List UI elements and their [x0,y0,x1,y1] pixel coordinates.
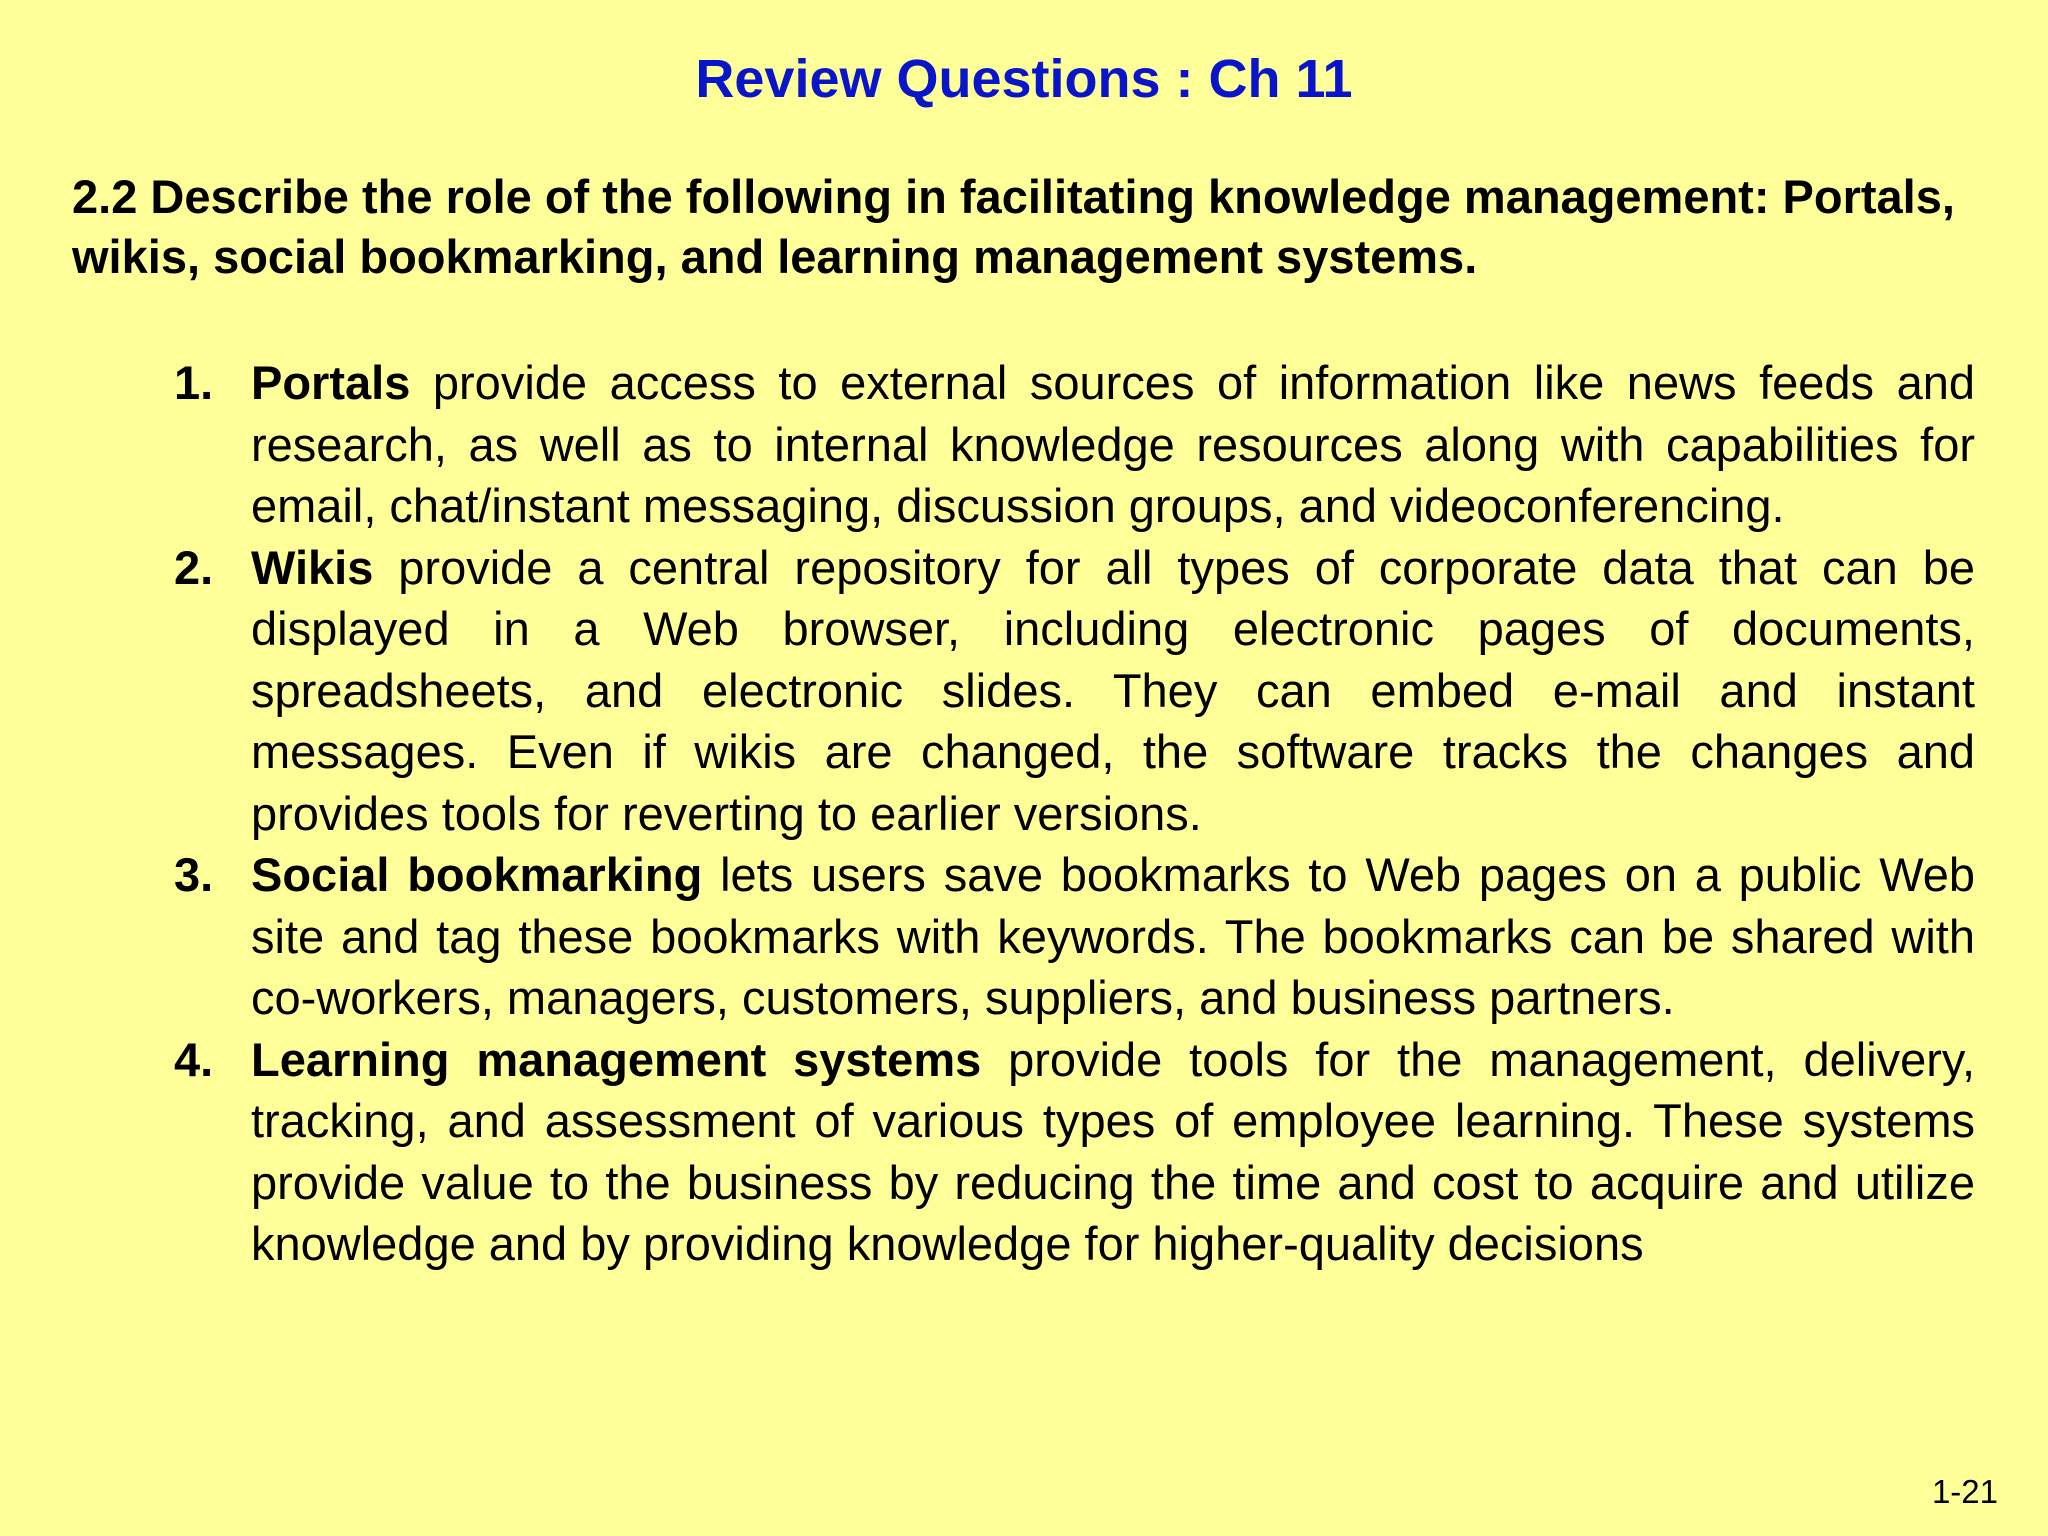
answer-item-portals [0,352,1975,537]
answer-term: Wikis [251,540,374,594]
answer-term: Portals [251,356,411,409]
answer-number: 4. [174,1032,214,1086]
answer-item-social-bookmarking [0,844,1975,1029]
answer-text: provide access to external sources of information like news feeds and research, as well as to internal knowledge resources along with capabilities for email, chat/instant messaging, discussion groups, and videoconferencing. [251,356,1975,532]
answer-text: lets users save bookmarks to Web pages on a public Web site and tag these bookmarks with keywords. The bookmarks can be shared with co-workers, managers, customers, suppliers, and business partners. [251,848,1975,1024]
answer-term: Social bookmarking [251,848,703,901]
answer-text: provide tools for the management, delivery, tracking, and assessment of various types of employee learning. These systems provide value to the business by reducing the time and cost to acquire and utilize knowledge and by providing knowledge for higher-quality decisions [251,1032,1976,1270]
answer-term: Learning management systems [251,1032,982,1086]
answer-item-learning-management-systems [0,1029,1975,1275]
review-question: 2.2 Describe the role of the following in facilitating knowledge management: Portals, wikis, social bookmarking, and learning management systems. [72,170,1955,283]
answer-number: 1. [174,356,214,409]
answer-number: 2. [174,540,214,594]
slide-title: Review Questions : Ch 11 [695,49,1353,109]
answer-item-wikis [0,537,1975,845]
slide-page-number: 1-21 [1931,1473,1998,1510]
answer-number: 3. [174,848,214,901]
answer-text: provide a central repository for all types of corporate data that can be displayed in a Web browser, including electronic pages of documents, spreadsheets, and electronic slides. They can embed e-mail and instant messages. Even if wikis are changed, the software tracks the changes and provides tools for reverting to earlier versions. [251,540,1975,840]
answer-list [0,352,2048,1275]
